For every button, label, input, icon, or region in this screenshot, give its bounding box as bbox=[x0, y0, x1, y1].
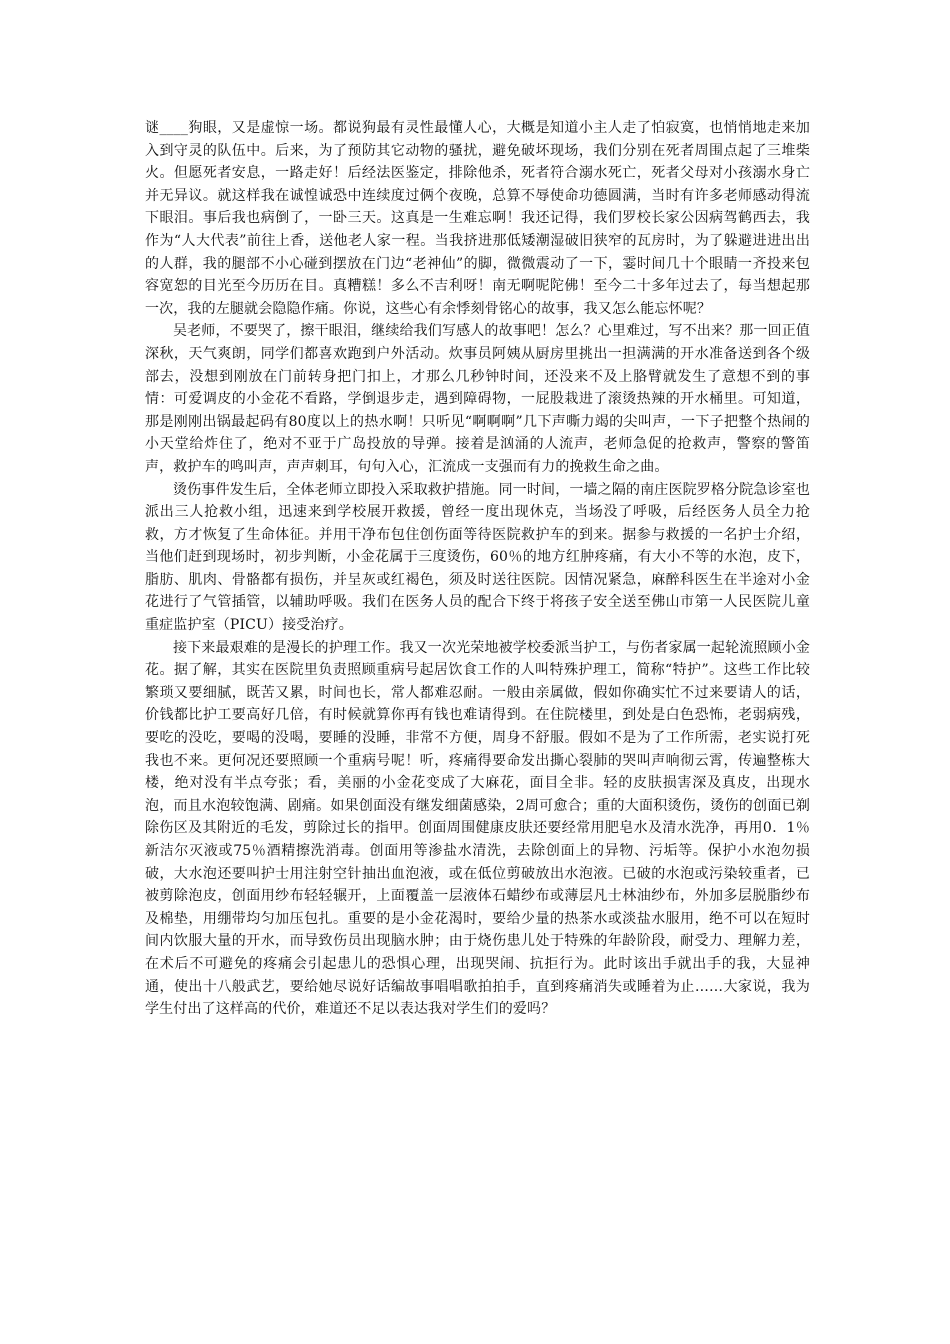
paragraph-2: 吴老师，不要哭了，擦干眼泪，继续给我们写感人的故事吧！怎么？心里难过，写不出来？那一回正值深秋，天气爽朗，同学们都喜欢跑到户外活动。炊事员阿姨从厨房里挑出一担满满的开水准备送到各个级部去，没想到刚放在门前转身把门扣上，才那么几秒钟时间，还没来不及上胳臂就发生了意想不到的事情：可爱调皮的小金花不看路，学倒退步走，遇到障碍物，一屁股栽进了滚烫热辣的开水桶里。可知道，那是刚刚出锅最起码有80度以上的热水啊！只听见“啊啊啊”几下声嘶力竭的尖叫声，一下子把整个热闹的小天堂给炸住了，绝对不亚于广岛投放的导弹。接着是汹涌的人流声，老师急促的抢救声，警察的警笛声，救护车的鸣叫声，声声刺耳，句句入心，汇流成一支强而有力的挽救生命之曲。 bbox=[145, 323, 810, 475]
document-body bbox=[145, 117, 810, 1021]
paragraph-1: 谜____狗眼，又是虚惊一场。都说狗最有灵性最懂人心，大概是知道小主人走了怕寂寞，也悄悄地走来加入到守灵的队伍中。后来，为了预防其它动物的骚扰，避免破坏现场，我们分别在死者周围点起了三堆柴火。但愿死者安息，一路走好！后经法医鉴定，排除他杀，死者符合溺水死亡，死者父母对小孩溺水身亡并无异议。就这样我在诚惶诚恐中连续度过俩个夜晚，总算不辱使命功德圆满，当时有许多老师感动得流下眼泪。事后我也病倒了，一卧三天。这真是一生难忘啊！我还记得，我们罗校长家公因病驾鹤西去，我作为“人大代表”前往上香，送他老人家一程。当我挤进那低矮潮湿破旧狭窄的瓦房时，为了躲避进进出出的人群，我的腿部不小心碰到摆放在门边“老神仙”的脚，微微震动了一下，霎时间几十个眼睛一齐投来包容宽恕的目光至今历历在目。真糟糕！多么不吉利呀！南无啊呢陀佛！至今二十多年过去了，每当想起那一次，我的左腿就会隐隐作痛。你说，这些心有余悸刻骨铭心的故事，我又怎么能忘怀呢？ bbox=[145, 120, 810, 317]
paragraph-3: 烫伤事件发生后，全体老师立即投入采取救护措施。同一时间，一墙之隔的南庄医院罗格分院急诊室也派出三人抢救小组，迅速来到学校展开救援，曾经一度出现休克，当场没了呼吸，后经医务人员全力抢救，方才恢复了生命体征。并用干净布包住创伤面等待医院救护车的到来。据参与救援的一名护士介绍，当他们赶到现场时，初步判断，小金花属于三度烫伤，60％的地方红肿疼痛，有大小不等的水泡，皮下，脂肪、肌肉、骨骼都有损伤，并呈灰或红褐色，须及时送往医院。因情况紧急，麻醉科医生在半途对小金花进行了气管插管，以辅助呼吸。我们在医务人员的配合下终于将孩子安全送至佛山市第一人民医院儿童重症监护室（PICU）接受治疗。 bbox=[145, 481, 810, 634]
paragraph-4: 接下来最艰难的是漫长的护理工作。我又一次光荣地被学校委派当护工，与伤者家属一起轮流照顾小金花。据了解，其实在医院里负责照顾重病号起居饮食工作的人叫特殊护理工，简称“特护”。这些工作比较繁琐又要细腻，既苦又累，时间也长，常人都难忍耐。一般由亲属做，假如你确实忙不过来要请人的话，价钱都比护工要高好几倍，有时候就算你再有钱也难请得到。在住院楼里，到处是白色恐怖，老弱病残，要吃的没吃，要喝的没喝，要睡的没睡，非常不方便，周身不舒服。假如不是为了工作所需，老实说打死我也不来。更何况还要照顾一个重病号呢！听，疼痛得要命发出撕心裂肺的哭叫声响彻云霄，传遍整栋大楼，绝对没有半点夸张；看，美丽的小金花变成了大麻花，面目全非。轻的皮肤损害深及真皮，出现水泡，而且水泡较饱满、剧痛。如果创面没有继发细菌感染，2周可愈合；重的大面积烫伤，烫伤的创面已剃除伤区及其附近的毛发，剪除过长的指甲。创面周围健康皮肤还要经常用肥皂水及清水洗净，再用0．1％新洁尔灭液或75％酒精擦洗消毒。创面用等渗盐水清洗，去除创面上的异物、污垢等。保护小水泡勿损破，大水泡还要叫护士用注射空针抽出血泡液，或在低位剪破放出水泡液。已破的水泡或污染较重者，已被剪除泡皮，创面用纱布轻轻辗开，上面覆盖一层液体石蜡纱布或薄层凡士林油纱布，外加多层脱脂纱布及棉垫，用绷带均匀加压包扎。重要的是小金花渴时，要给少量的热茶水或淡盐水服用，绝不可以在短时间内饮服大量的开水，而导致伤员出现脑水肿；由于烧伤患儿处于特殊的年龄阶段，耐受力、理解力差，在术后不可避免的疼痛会引起患儿的恐惧心理，出现哭闹、抗拒行为。此时该出手就出手的我，大显神通，使出十八般武艺，要给她尽说好话编故事唱唱歌拍拍手，直到疼痛消失或睡着为止……大家说，我为学生付出了这样高的代价，难道还不足以表达我对学生们的爱吗？ bbox=[145, 639, 810, 1018]
